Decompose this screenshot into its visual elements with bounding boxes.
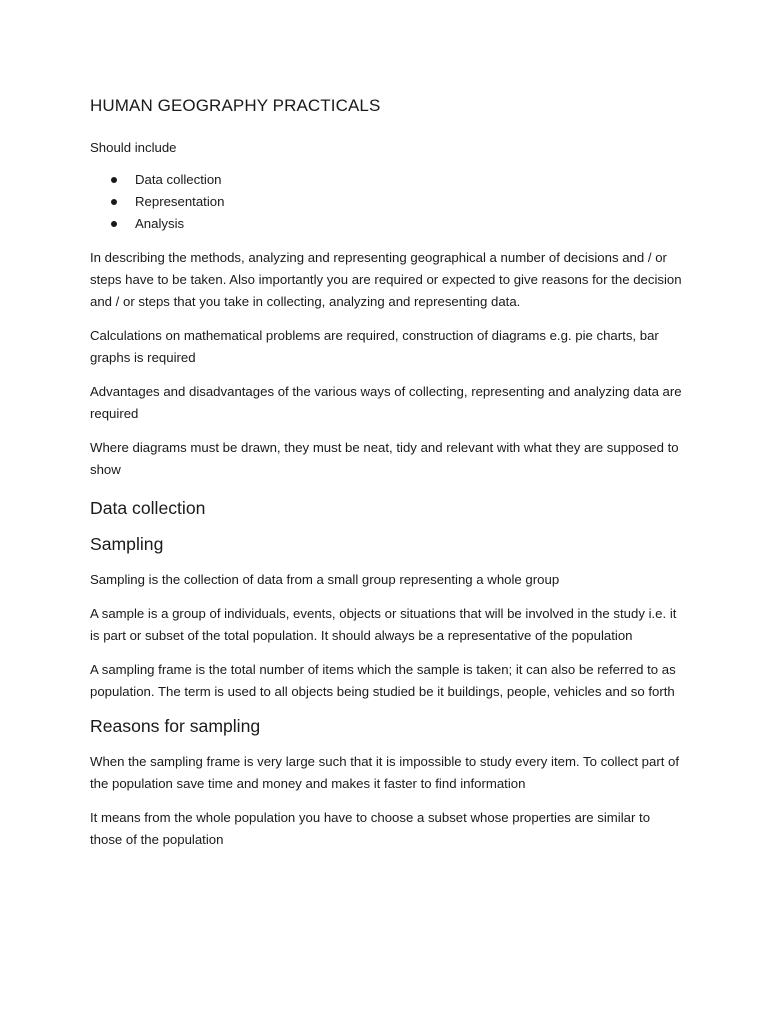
section-heading-reasons-for-sampling: Reasons for sampling bbox=[90, 716, 261, 736]
paragraph: Advantages and disadvantages of the various ways of collecting, representing and analyzing data are required bbox=[90, 384, 682, 421]
paragraph: When the sampling frame is very large such that it is impossible to study every item. To collect part of the population save time and money and makes it faster to find information bbox=[90, 754, 680, 791]
paragraph: Where diagrams must be drawn, they must be neat, tidy and relevant with what they are supposed to show bbox=[90, 440, 679, 477]
document-page bbox=[90, 96, 682, 863]
section-heading-data-collection: Data collection bbox=[90, 498, 206, 518]
intro-text: Should include bbox=[90, 140, 177, 155]
list-item bbox=[90, 191, 682, 213]
list-item-text: Analysis bbox=[135, 216, 185, 231]
list-item bbox=[90, 213, 682, 235]
paragraph: Sampling is the collection of data from a small group representing a whole group bbox=[90, 572, 560, 587]
list-item-text: Data collection bbox=[135, 172, 222, 187]
paragraph: In describing the methods, analyzing and representing geographical a number of decisions and / or steps have to be taken. Also importantly you are required or expected to give reasons for the decision and / or steps that you take in collecting, analyzing and representing data. bbox=[90, 250, 682, 309]
paragraph: A sampling frame is the total number of items which the sample is taken; it can also be referred to as population. The term is used to all objects being studied be it buildings, people, vehicles and so forth bbox=[90, 662, 676, 699]
bullet-icon bbox=[111, 199, 117, 205]
list-item-text: Representation bbox=[135, 194, 225, 209]
paragraph: It means from the whole population you have to choose a subset whose properties are similar to those of the population bbox=[90, 810, 651, 847]
section-heading-sampling: Sampling bbox=[90, 534, 164, 554]
bullet-icon bbox=[111, 221, 117, 227]
paragraph: A sample is a group of individuals, events, objects or situations that will be involved in the study i.e. it is part or subset of the total population. It should always be a representative of the population bbox=[90, 606, 677, 643]
paragraph: Calculations on mathematical problems are required, construction of diagrams e.g. pie charts, bar graphs is required bbox=[90, 328, 659, 365]
list-item bbox=[90, 169, 682, 191]
document-title: HUMAN GEOGRAPHY PRACTICALS bbox=[90, 96, 381, 115]
bullet-list bbox=[90, 169, 682, 235]
bullet-icon bbox=[111, 177, 117, 183]
